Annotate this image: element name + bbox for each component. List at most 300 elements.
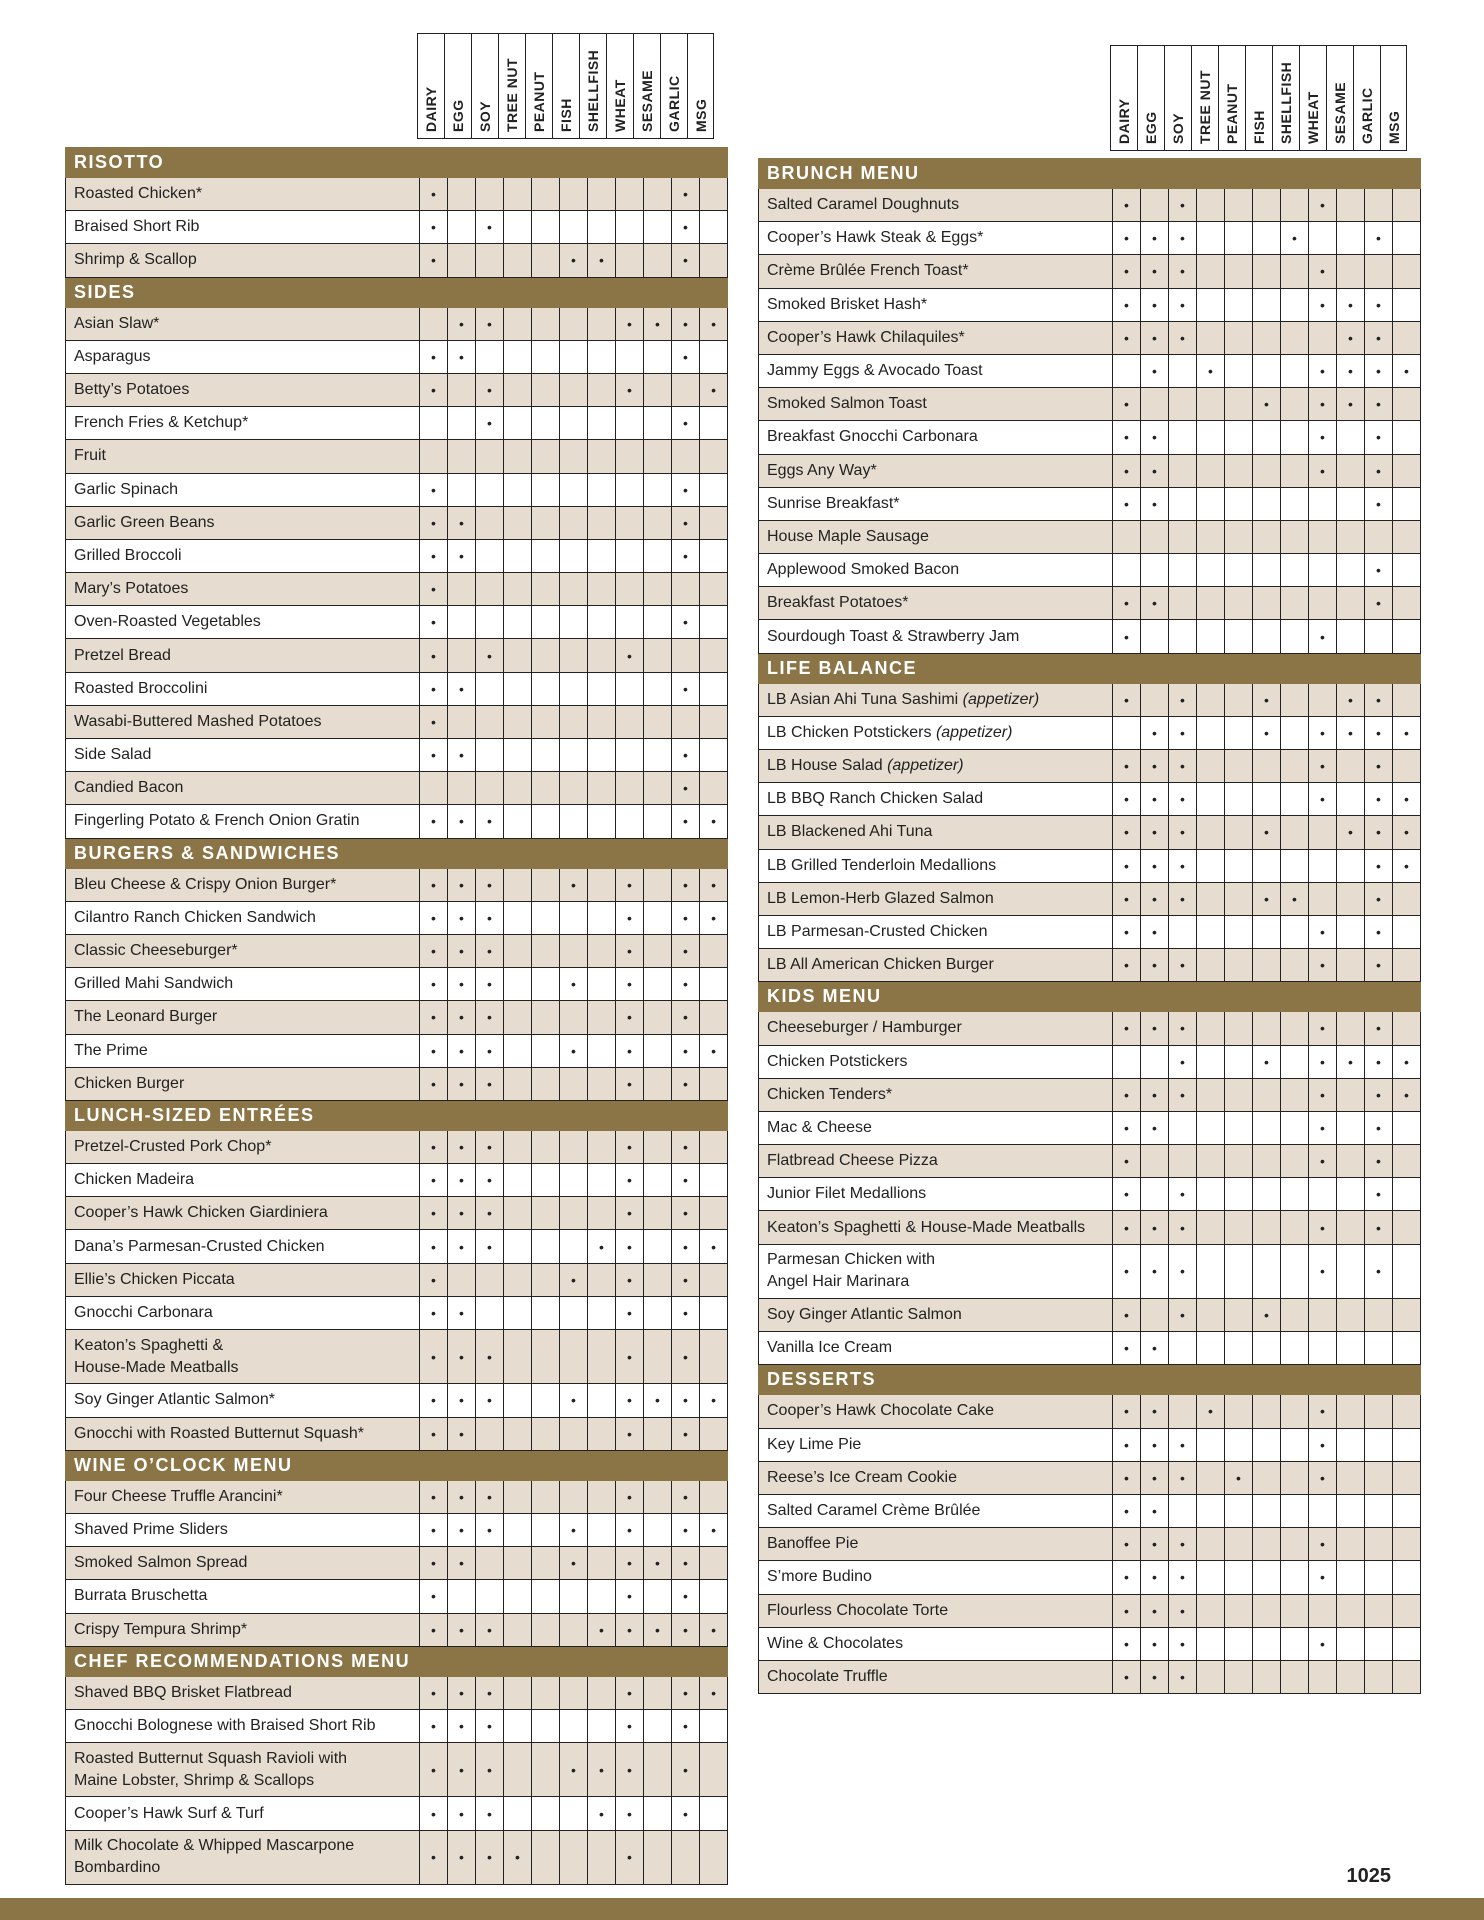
allergen-cell-peanut xyxy=(532,473,560,506)
menu-item-row xyxy=(759,783,1421,816)
item-name-text: Asian Slaw* xyxy=(74,314,160,332)
allergen-cell-egg xyxy=(448,772,476,805)
allergen-cell-soy xyxy=(1169,1395,1197,1428)
allergen-cell-msg xyxy=(1393,1660,1421,1693)
menu-item-name xyxy=(66,244,420,277)
allergen-cell-fish xyxy=(1253,587,1281,620)
allergen-cell-shellfish xyxy=(588,340,616,373)
allergen-cell-fish xyxy=(560,440,588,473)
section-header xyxy=(66,838,728,868)
item-name-text-line2: House-Made Meatballs xyxy=(74,1358,239,1376)
allergen-cell-tree-nut xyxy=(1197,783,1225,816)
allergen-cell-sesame xyxy=(644,1197,672,1230)
allergen-cell-sesame xyxy=(644,805,672,838)
item-name-text: LB Grilled Tenderloin Medallions xyxy=(767,856,997,874)
allergen-cell-soy xyxy=(1169,1111,1197,1144)
menu-item-name xyxy=(66,1709,420,1742)
allergen-cell-fish xyxy=(560,1580,588,1613)
menu-item-row xyxy=(759,1428,1421,1461)
allergen-cell-sesame xyxy=(644,1034,672,1067)
allergen-cell-tree-nut xyxy=(504,1580,532,1613)
allergen-cell-wheat xyxy=(616,539,644,572)
item-name-text: LB BBQ Ranch Chicken Salad xyxy=(767,790,984,808)
allergen-cell-msg: • xyxy=(1393,716,1421,749)
menu-item-row xyxy=(66,1384,728,1417)
allergen-cell-fish xyxy=(560,1613,588,1646)
allergen-cell-egg xyxy=(1141,520,1169,553)
allergen-cell-peanut xyxy=(1225,222,1253,255)
allergen-cell-peanut xyxy=(532,805,560,838)
allergen-cell-fish xyxy=(1253,421,1281,454)
allergen-cell-wheat: • xyxy=(1309,915,1337,948)
menu-item-name xyxy=(66,901,420,934)
allergen-cell-shellfish xyxy=(588,1513,616,1546)
allergen-cell-tree-nut xyxy=(504,934,532,967)
allergen-label: GARLIC xyxy=(666,75,682,132)
allergen-cell-wheat xyxy=(616,407,644,440)
allergen-cell-wheat: • xyxy=(616,1130,644,1163)
allergen-cell-fish xyxy=(560,178,588,211)
allergen-header-msg xyxy=(1380,45,1407,151)
allergen-cell-soy xyxy=(1169,421,1197,454)
item-name-text: House Maple Sausage xyxy=(767,527,929,545)
allergen-cell-shellfish xyxy=(588,934,616,967)
allergen-cell-dairy: • xyxy=(1113,683,1141,716)
allergen-cell-msg xyxy=(1393,255,1421,288)
allergen-cell-msg xyxy=(1393,1528,1421,1561)
allergen-cell-wheat: • xyxy=(1309,1244,1337,1298)
menu-item-row xyxy=(759,949,1421,982)
allergen-cell-sesame xyxy=(644,1709,672,1742)
menu-item-row xyxy=(66,440,728,473)
allergen-cell-shellfish xyxy=(1281,189,1309,222)
allergen-cell-garlic: • xyxy=(1365,487,1393,520)
item-name-text: Candied Bacon xyxy=(74,779,184,797)
allergen-cell-fish xyxy=(1253,1428,1281,1461)
allergen-cell-garlic xyxy=(1365,1461,1393,1494)
item-name-text: Keaton’s Spaghetti & House-Made Meatballs xyxy=(767,1218,1086,1236)
item-note: (appetizer) xyxy=(887,757,964,775)
allergen-cell-egg xyxy=(448,211,476,244)
allergen-cell-egg: • xyxy=(448,1547,476,1580)
allergen-cell-msg xyxy=(1393,321,1421,354)
allergen-header-fish xyxy=(1245,45,1272,151)
allergen-header-right xyxy=(1110,45,1407,151)
item-name-text: Classic Cheeseburger* xyxy=(74,942,238,960)
allergen-cell-garlic xyxy=(1365,1660,1393,1693)
allergen-cell-msg xyxy=(700,211,728,244)
allergen-cell-shellfish xyxy=(1281,421,1309,454)
allergen-cell-wheat xyxy=(1309,554,1337,587)
allergen-cell-soy xyxy=(1169,1494,1197,1527)
allergen-cell-sesame xyxy=(644,1830,672,1884)
allergen-cell-fish: • xyxy=(1253,1299,1281,1332)
menu-item-name xyxy=(66,772,420,805)
allergen-cell-wheat xyxy=(1309,1299,1337,1332)
allergen-cell-dairy: • xyxy=(420,934,448,967)
allergen-cell-fish xyxy=(1253,1078,1281,1111)
allergen-cell-garlic: • xyxy=(1365,321,1393,354)
allergen-cell-msg: • xyxy=(700,1034,728,1067)
allergen-cell-garlic: • xyxy=(1365,683,1393,716)
allergen-cell-egg: • xyxy=(448,934,476,967)
allergen-cell-sesame xyxy=(1337,1561,1365,1594)
allergen-cell-soy xyxy=(476,1417,504,1450)
allergen-cell-peanut xyxy=(532,1830,560,1884)
allergen-cell-peanut xyxy=(532,1797,560,1830)
allergen-cell-msg: • xyxy=(1393,1045,1421,1078)
allergen-cell-msg: • xyxy=(700,1230,728,1263)
allergen-cell-fish: • xyxy=(560,1547,588,1580)
allergen-cell-dairy: • xyxy=(1113,1145,1141,1178)
allergen-cell-msg: • xyxy=(700,868,728,901)
allergen-cell-msg: • xyxy=(1393,849,1421,882)
allergen-cell-dairy: • xyxy=(1113,816,1141,849)
allergen-cell-fish xyxy=(1253,520,1281,553)
menu-item-row xyxy=(66,573,728,606)
allergen-header-peanut xyxy=(525,33,552,139)
allergen-cell-tree-nut xyxy=(504,606,532,639)
allergen-cell-dairy xyxy=(1113,716,1141,749)
menu-item-name xyxy=(759,1012,1113,1045)
allergen-cell-wheat: • xyxy=(616,1613,644,1646)
allergen-cell-egg: • xyxy=(1141,255,1169,288)
allergen-cell-garlic: • xyxy=(1365,421,1393,454)
allergen-cell-dairy: • xyxy=(1113,1428,1141,1461)
allergen-cell-soy: • xyxy=(1169,1178,1197,1211)
allergen-cell-fish xyxy=(1253,1211,1281,1244)
allergen-header-fish xyxy=(552,33,579,139)
allergen-cell-sesame xyxy=(644,1580,672,1613)
allergen-cell-garlic: • xyxy=(672,1034,700,1067)
allergen-cell-fish xyxy=(1253,1012,1281,1045)
allergen-cell-msg: • xyxy=(700,373,728,406)
item-name-text: Reese’s Ice Cream Cookie xyxy=(767,1468,958,1486)
allergen-cell-fish xyxy=(560,211,588,244)
allergen-cell-msg xyxy=(1393,554,1421,587)
allergen-cell-sesame xyxy=(1337,487,1365,520)
allergen-cell-shellfish xyxy=(588,1547,616,1580)
allergen-cell-dairy: • xyxy=(1113,388,1141,421)
allergen-cell-peanut xyxy=(532,539,560,572)
allergen-cell-tree-nut xyxy=(504,868,532,901)
menu-item-row xyxy=(66,934,728,967)
item-name-text: Mac & Cheese xyxy=(767,1118,872,1136)
menu-item-row xyxy=(66,1580,728,1613)
allergen-cell-peanut xyxy=(532,1547,560,1580)
allergen-cell-tree-nut xyxy=(1197,1461,1225,1494)
allergen-cell-msg xyxy=(700,573,728,606)
allergen-cell-egg: • xyxy=(1141,1660,1169,1693)
item-name-text: LB Lemon-Herb Glazed Salmon xyxy=(767,889,994,907)
menu-item-row xyxy=(66,1296,728,1329)
allergen-cell-garlic: • xyxy=(1365,882,1393,915)
allergen-cell-soy: • xyxy=(476,211,504,244)
allergen-cell-wheat: • xyxy=(1309,354,1337,387)
allergen-cell-msg xyxy=(1393,487,1421,520)
allergen-cell-msg xyxy=(700,1547,728,1580)
item-name-text: S’more Budino xyxy=(767,1568,872,1586)
allergen-cell-garlic: • xyxy=(1365,716,1393,749)
allergen-cell-garlic: • xyxy=(672,772,700,805)
allergen-cell-soy: • xyxy=(1169,683,1197,716)
allergen-cell-soy: • xyxy=(476,1330,504,1384)
menu-item-row xyxy=(759,1561,1421,1594)
allergen-cell-tree-nut xyxy=(1197,915,1225,948)
menu-item-row xyxy=(66,1613,728,1646)
allergen-cell-peanut xyxy=(1225,816,1253,849)
allergen-cell-msg xyxy=(1393,454,1421,487)
item-name-text: Crème Brûlée French Toast* xyxy=(767,262,969,280)
allergen-cell-msg xyxy=(700,1164,728,1197)
menu-item-name xyxy=(66,1230,420,1263)
allergen-cell-peanut xyxy=(1225,587,1253,620)
allergen-cell-egg xyxy=(1141,1145,1169,1178)
allergen-cell-sesame xyxy=(1337,1660,1365,1693)
allergen-cell-fish xyxy=(1253,750,1281,783)
allergen-cell-fish xyxy=(1253,222,1281,255)
item-name-text: Chicken Tenders* xyxy=(767,1085,893,1103)
allergen-cell-wheat: • xyxy=(616,968,644,1001)
item-name-text: Gnocchi Bolognese with Braised Short Rib xyxy=(74,1716,376,1734)
menu-item-name xyxy=(66,473,420,506)
allergen-label: SESAME xyxy=(1332,81,1348,144)
allergen-cell-fish xyxy=(560,1067,588,1100)
menu-item-name xyxy=(759,716,1113,749)
allergen-cell-dairy: • xyxy=(420,178,448,211)
allergen-cell-dairy: • xyxy=(1113,1178,1141,1211)
allergen-cell-shellfish xyxy=(1281,1660,1309,1693)
allergen-cell-wheat xyxy=(616,440,644,473)
allergen-cell-garlic: • xyxy=(672,407,700,440)
allergen-cell-garlic xyxy=(1365,1299,1393,1332)
allergen-cell-tree-nut xyxy=(1197,1078,1225,1111)
allergen-cell-tree-nut xyxy=(504,1034,532,1067)
allergen-cell-dairy: • xyxy=(1113,1594,1141,1627)
allergen-cell-fish: • xyxy=(560,1513,588,1546)
allergen-cell-garlic: • xyxy=(672,1067,700,1100)
allergen-label: FISH xyxy=(558,98,574,132)
item-name-text: Keaton’s Spaghetti & xyxy=(74,1336,224,1354)
allergen-cell-egg xyxy=(448,705,476,738)
allergen-cell-dairy: • xyxy=(1113,620,1141,653)
allergen-cell-dairy: • xyxy=(420,1830,448,1884)
allergen-cell-soy xyxy=(476,506,504,539)
allergen-cell-msg xyxy=(1393,1428,1421,1461)
allergen-cell-tree-nut xyxy=(1197,949,1225,982)
menu-item-row xyxy=(66,1164,728,1197)
allergen-cell-soy: • xyxy=(476,901,504,934)
allergen-cell-msg xyxy=(700,1197,728,1230)
allergen-cell-soy: • xyxy=(476,1513,504,1546)
allergen-cell-dairy: • xyxy=(1113,1211,1141,1244)
item-name-text: Salted Caramel Doughnuts xyxy=(767,196,960,214)
allergen-cell-peanut xyxy=(532,244,560,277)
allergen-cell-peanut xyxy=(532,307,560,340)
menu-item-row xyxy=(66,1001,728,1034)
allergen-cell-soy: • xyxy=(1169,1078,1197,1111)
allergen-cell-dairy: • xyxy=(420,901,448,934)
allergen-cell-soy: • xyxy=(476,968,504,1001)
section-header xyxy=(759,1365,1421,1395)
allergen-cell-msg xyxy=(700,705,728,738)
allergen-cell-egg: • xyxy=(1141,1012,1169,1045)
allergen-cell-tree-nut xyxy=(1197,1012,1225,1045)
allergen-cell-egg: • xyxy=(1141,1528,1169,1561)
menu-item-row xyxy=(66,1417,728,1450)
allergen-cell-sesame xyxy=(644,539,672,572)
allergen-cell-dairy: • xyxy=(420,739,448,772)
allergen-cell-fish: • xyxy=(1253,816,1281,849)
allergen-cell-dairy: • xyxy=(420,705,448,738)
menu-item-name xyxy=(66,1263,420,1296)
item-name-text: Cilantro Ranch Chicken Sandwich xyxy=(74,908,316,926)
allergen-cell-soy xyxy=(1169,487,1197,520)
allergen-cell-wheat: • xyxy=(1309,1211,1337,1244)
allergen-cell-wheat xyxy=(616,606,644,639)
allergen-cell-soy xyxy=(476,705,504,738)
allergen-cell-egg: • xyxy=(448,1830,476,1884)
allergen-cell-sesame xyxy=(1337,1078,1365,1111)
item-name-text: Smoked Salmon Toast xyxy=(767,395,927,413)
allergen-cell-peanut xyxy=(532,901,560,934)
allergen-cell-garlic: • xyxy=(672,1330,700,1384)
allergen-cell-wheat: • xyxy=(1309,949,1337,982)
allergen-cell-soy: • xyxy=(476,1743,504,1797)
allergen-cell-egg: • xyxy=(448,1164,476,1197)
menu-item-name xyxy=(66,1580,420,1613)
item-name-text: Soy Ginger Atlantic Salmon* xyxy=(74,1391,275,1409)
menu-item-name xyxy=(66,1797,420,1830)
allergen-cell-sesame xyxy=(644,672,672,705)
item-name-text: Sunrise Breakfast* xyxy=(767,494,900,512)
allergen-cell-dairy: • xyxy=(420,1296,448,1329)
menu-item-name xyxy=(759,1561,1113,1594)
allergen-cell-dairy: • xyxy=(420,1417,448,1450)
allergen-cell-garlic: • xyxy=(1365,1078,1393,1111)
allergen-cell-egg: • xyxy=(448,340,476,373)
allergen-cell-egg xyxy=(448,639,476,672)
allergen-cell-dairy: • xyxy=(420,1197,448,1230)
allergen-cell-dairy xyxy=(420,772,448,805)
allergen-cell-egg xyxy=(1141,1299,1169,1332)
allergen-cell-sesame xyxy=(1337,1299,1365,1332)
item-name-text: LB Chicken Potstickers xyxy=(767,723,936,741)
allergen-cell-wheat: • xyxy=(1309,1627,1337,1660)
menu-item-row xyxy=(66,1547,728,1580)
allergen-cell-tree-nut xyxy=(504,506,532,539)
allergen-cell-egg: • xyxy=(448,1513,476,1546)
item-name-text: Cooper’s Hawk Chocolate Cake xyxy=(767,1402,995,1420)
item-name-text: Roasted Broccolini xyxy=(74,679,208,697)
allergen-cell-shellfish xyxy=(588,1263,616,1296)
allergen-cell-garlic: • xyxy=(672,1797,700,1830)
allergen-cell-fish: • xyxy=(560,244,588,277)
allergen-cell-msg: • xyxy=(1393,354,1421,387)
allergen-cell-sesame xyxy=(1337,1211,1365,1244)
allergen-cell-fish xyxy=(1253,1145,1281,1178)
allergen-cell-wheat: • xyxy=(616,1580,644,1613)
allergen-cell-peanut xyxy=(532,934,560,967)
allergen-cell-wheat: • xyxy=(616,934,644,967)
allergen-cell-dairy: • xyxy=(420,244,448,277)
menu-item-name xyxy=(759,1078,1113,1111)
menu-item-name xyxy=(759,949,1113,982)
allergen-cell-fish xyxy=(1253,1332,1281,1365)
menu-item-row xyxy=(759,1012,1421,1045)
allergen-cell-garlic: • xyxy=(672,606,700,639)
allergen-cell-soy xyxy=(476,539,504,572)
allergen-cell-shellfish xyxy=(1281,1045,1309,1078)
allergen-cell-msg xyxy=(1393,1145,1421,1178)
menu-item-name xyxy=(66,1384,420,1417)
allergen-cell-peanut xyxy=(1225,1627,1253,1660)
allergen-cell-tree-nut xyxy=(504,539,532,572)
allergen-cell-tree-nut xyxy=(504,340,532,373)
allergen-cell-egg: • xyxy=(1141,949,1169,982)
allergen-cell-egg xyxy=(448,407,476,440)
menu-item-row xyxy=(759,1045,1421,1078)
allergen-cell-sesame: • xyxy=(1337,288,1365,321)
menu-item-name xyxy=(66,1330,420,1384)
allergen-cell-tree-nut xyxy=(504,1384,532,1417)
item-name-text: Key Lime Pie xyxy=(767,1435,862,1453)
allergen-cell-garlic: • xyxy=(1365,1145,1393,1178)
allergen-cell-sesame xyxy=(644,1130,672,1163)
section-header xyxy=(66,148,728,178)
item-name-text: Gnocchi Carbonara xyxy=(74,1303,213,1321)
allergen-cell-egg: • xyxy=(448,1480,476,1513)
allergen-cell-soy xyxy=(476,606,504,639)
allergen-header-wheat xyxy=(606,33,633,139)
allergen-label: TREE NUT xyxy=(1197,70,1213,144)
menu-item-name xyxy=(759,520,1113,553)
allergen-cell-soy: • xyxy=(476,1797,504,1830)
allergen-cell-egg: • xyxy=(1141,587,1169,620)
allergen-header-dairy xyxy=(1110,45,1137,151)
allergen-cell-egg: • xyxy=(448,968,476,1001)
menu-item-name xyxy=(66,1067,420,1100)
menu-item-row xyxy=(66,1330,728,1384)
allergen-cell-soy xyxy=(476,772,504,805)
menu-item-name xyxy=(66,606,420,639)
allergen-cell-msg xyxy=(700,473,728,506)
menu-item-name xyxy=(66,1743,420,1797)
item-name-text-line2: Maine Lobster, Shrimp & Scallops xyxy=(74,1771,315,1789)
allergen-cell-peanut xyxy=(532,1296,560,1329)
allergen-cell-dairy: • xyxy=(1113,288,1141,321)
allergen-cell-fish: • xyxy=(560,968,588,1001)
allergen-cell-soy: • xyxy=(1169,1012,1197,1045)
allergen-cell-shellfish xyxy=(588,672,616,705)
allergen-cell-shellfish xyxy=(1281,1299,1309,1332)
allergen-cell-garlic xyxy=(1365,1561,1393,1594)
allergen-cell-peanut xyxy=(532,1230,560,1263)
allergen-cell-peanut xyxy=(532,606,560,639)
allergen-cell-dairy: • xyxy=(1113,321,1141,354)
allergen-cell-egg: • xyxy=(448,1034,476,1067)
allergen-cell-sesame xyxy=(1337,1494,1365,1527)
allergen-cell-tree-nut xyxy=(504,307,532,340)
allergen-label: TREE NUT xyxy=(504,58,520,132)
menu-item-name xyxy=(759,1660,1113,1693)
allergen-cell-shellfish xyxy=(1281,1178,1309,1211)
allergen-cell-garlic xyxy=(1365,1494,1393,1527)
allergen-cell-peanut xyxy=(532,868,560,901)
menu-item-name xyxy=(759,554,1113,587)
allergen-cell-peanut xyxy=(1225,1012,1253,1045)
allergen-cell-tree-nut xyxy=(1197,882,1225,915)
